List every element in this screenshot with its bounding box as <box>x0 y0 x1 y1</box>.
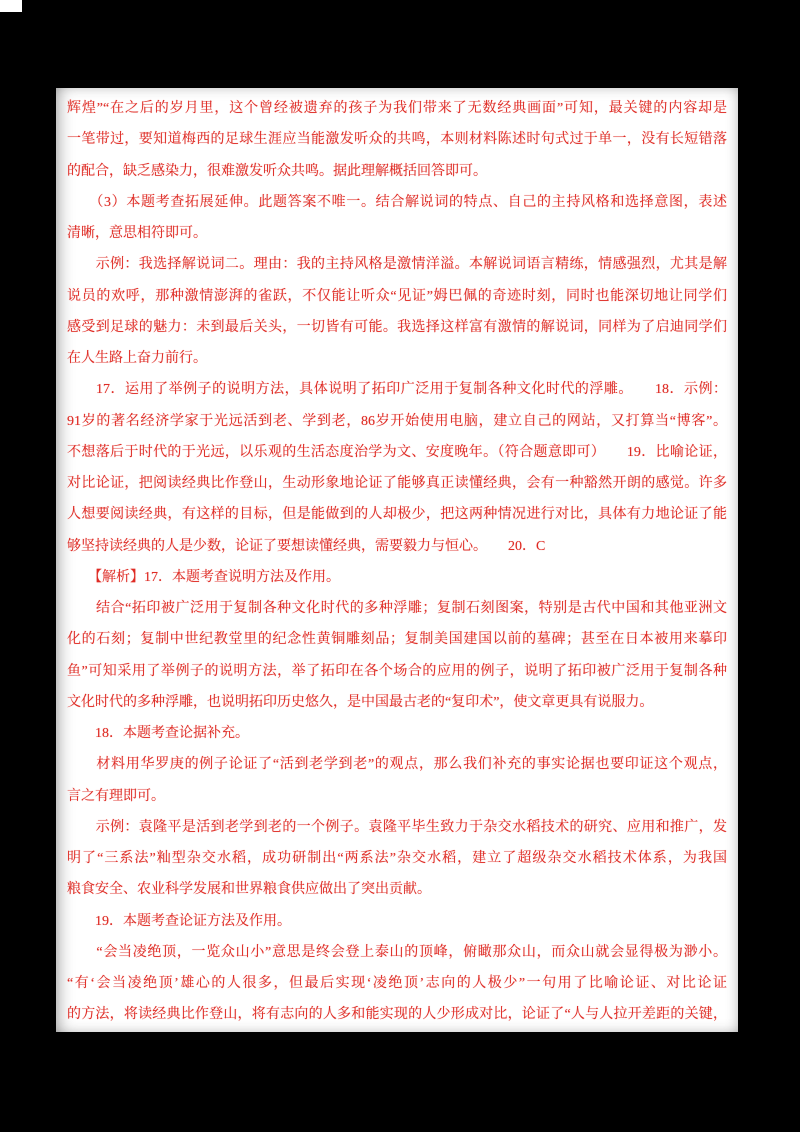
text-line: 对比论证，把阅读经典比作登山，生动形象地论证了能够真正读懂经典，会有一种豁然开朗的感觉。许多 <box>67 476 727 491</box>
text-line: 在人生路上奋力前行。 <box>67 351 207 366</box>
text-line: 化的石刻；复制中世纪教堂里的纪念性黄铜雕刻品；复制美国建国以前的墓碑；甚至在日本被用来摹印 <box>67 632 727 648</box>
text-line: 的配合，缺乏感染力，很难激发听众共鸣。据此理解概括回答即可。 <box>67 163 487 179</box>
document-text-lines <box>67 93 727 1032</box>
text-line: 言之有理即可。 <box>67 788 165 804</box>
text-line: 辉煌”“在之后的岁月里，这个曾经被遗弃的孩子为我们带来了无数经典画面”可知，最关键的内容却是 <box>67 101 727 116</box>
text-line: 17．运用了举例子的说明方法，具体说明了拓印广泛用于复制各种文化时代的浮雕。 18．示例： <box>67 382 727 398</box>
text-line: “会当凌绝顶，一览众山小”意思是终会登上泰山的顶峰，俯瞰那众山，而众山就会显得极为渺小。 <box>67 944 727 960</box>
text-line: 够坚持读经典的人是少数，论证了要想读懂经典，需要毅力与恒心。 20．C <box>67 538 546 554</box>
text-line: 说员的欢呼，那种激情澎湃的雀跃，不仅能让听众“见证”姆巴佩的奇迹时刻，同时也能深切地让同学们 <box>67 288 727 304</box>
text-line: 材料用华罗庚的例子论证了“活到老学到老”的观点，那么我们补充的事实论据也要印证这个观点， <box>67 757 727 773</box>
text-line: 感受到足球的魅力：未到最后关头，一切皆有可能。我选择这样富有激情的解说词，同样为了启迪同学们 <box>67 319 727 335</box>
text-line: 不想落后于时代的于光远，以乐观的生活态度治学为文、安度晚年。（符合题意即可） 19．比喻论证， <box>67 444 727 460</box>
text-line: 一笔带过，要知道梅西的足球生涯应当能激发听众的共鸣，本则材料陈述时句式过于单一，没有长短错落 <box>67 132 727 148</box>
text-line: 人想要阅读经典，有这样的目标，但是能做到的人却极少，把这两种情况进行对比，具体有力地论证了能 <box>67 507 727 523</box>
text-line: 的方法，将读经典比作登山，将有志向的人多和能实现的人少形成对比，论证了“人与人拉开差距的关键， <box>67 1007 727 1023</box>
scan-corner-artifact <box>0 0 22 12</box>
text-line: 示例：袁隆平是活到老学到老的一个例子。袁隆平毕生致力于杂交水稻技术的研究、应用和推广，发 <box>67 819 727 835</box>
text-line: （3）本题考查拓展延伸。此题答案不唯一。结合解说词的特点、自己的主持风格和选择意图，表述 <box>67 194 727 210</box>
text-line: 18．本题考查论据补充。 <box>67 726 249 741</box>
text-line: 示例：我选择解说词二。理由：我的主持风格是激情洋溢。本解说词语言精练，情感强烈，尤其是解 <box>67 257 727 273</box>
text-line: 鱼”可知采用了举例子的说明方法，举了拓印在各个场合的应用的例子，说明了拓印被广泛用于复制各种 <box>67 663 727 679</box>
text-line: 明了“三系法”籼型杂交水稻，成功研制出“两系法”杂交水稻，建立了超级杂交水稻技术体系，为我国 <box>67 851 727 866</box>
text-line: 91岁的著名经济学家于光远活到老、学到老，86岁开始使用电脑，建立自己的网站，又打算当“博客”。 <box>67 413 727 429</box>
text-line: 文化时代的多种浮雕，也说明拓印历史悠久，是中国最古老的“复印术”，使文章更具有说服力。 <box>67 694 654 710</box>
document-page <box>56 88 738 1032</box>
text-line: “有‘会当凌绝顶’雄心的人很多，但最后实现‘凌绝顶’志向的人极少”一句用了比喻论证、对比论证 <box>67 976 727 991</box>
text-line: 结合“拓印被广泛用于复制各种文化时代的多种浮雕；复制石刻图案，特别是古代中国和其他亚洲文 <box>67 601 727 616</box>
text-line: 清晰，意思相符即可。 <box>67 226 207 241</box>
text-line: 19．本题考查论证方法及作用。 <box>67 913 291 929</box>
text-line: 粮食安全、农业科学发展和世界粮食供应做出了突出贡献。 <box>67 882 431 898</box>
text-line: 【解析】17．本题考查说明方法及作用。 <box>67 569 340 585</box>
